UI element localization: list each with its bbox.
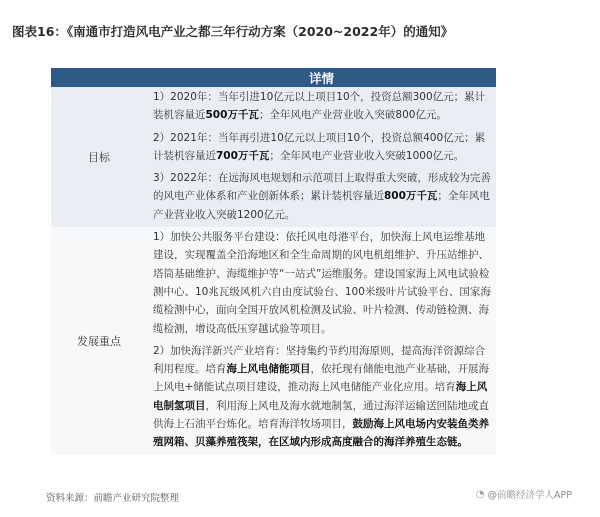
table-row-targets (51, 87, 496, 227)
table-header-row (51, 68, 496, 87)
targets-content (147, 87, 496, 227)
targets-paragraph (153, 88, 492, 125)
wechat-icon: ◔ (475, 488, 485, 500)
highlight-text: 700万千瓦 (216, 149, 270, 162)
focus-paragraph (153, 228, 492, 338)
paragraph-text: ；全年风电产业营业收入突破800亿元。 (258, 109, 447, 122)
paragraph-text: ；全年风电产业营业收入突破1000亿元。 (269, 149, 465, 162)
table-row-focus (51, 227, 496, 455)
highlight-text: 500万千瓦 (205, 109, 259, 122)
row-label-targets: 目标 (51, 87, 147, 227)
paragraph-text: 2）2021年：当年再引进10亿元以上项目10个，投资总额400亿元；累计装机容量近 (153, 131, 486, 162)
watermark (476, 487, 572, 501)
paragraph-text: ，利用海上风电及海水就地制氢，通过海洋运输送回陆地或直供海上石油平台炼化。培育海洋牧场项目， (153, 399, 489, 431)
row-label-focus: 发展重点 (51, 227, 147, 455)
paragraph-text: ，依托现有储能电池产业基础，开展海上风电+储能试点项目建设，推动海上风电储能产业化应用。培育 (153, 363, 489, 394)
targets-paragraphs (147, 87, 496, 227)
focus-paragraph (153, 342, 492, 452)
header-cell-empty (51, 68, 147, 87)
paragraph-text: 2）加快海洋新兴产业培育：坚持集约节约用海原则，提高海洋资源综合利用程度。培育 (153, 344, 486, 376)
page-title: 图表16：《南通市打造风电产业之都三年行动方案（2020~2022年）的通知》 (12, 24, 454, 39)
highlight-text: 海上风电制氢项目 (153, 381, 488, 412)
focus-paragraphs (147, 227, 496, 455)
highlight-text: 海上风电储能项目 (226, 363, 311, 376)
highlight-text: 800万千瓦 (384, 190, 438, 203)
paragraph-text: 3）2022年：在远海风电规划和示范项目上取得重大突破，形成较为完善的风电产业体系和产业创新体系；累计装机容量近 (153, 172, 491, 203)
paragraph-text: 1）2020年：当年引进10亿元以上项目10个，投资总额300亿元；累计装机容量近 (153, 91, 486, 122)
source-note: 资料来源：前瞻产业研究院整理 (46, 493, 180, 504)
targets-paragraph (153, 169, 492, 224)
highlight-text: 鼓励海上风电场内安装鱼类养殖网箱、贝藻养殖筏架，在区域内形成高度融合的海洋养殖生态链。 (153, 418, 489, 449)
targets-paragraph (153, 129, 492, 166)
header-cell-details: 详情 (147, 68, 496, 87)
focus-content (147, 227, 496, 455)
paragraph-text: ；全年风电产业营业收入突破1200亿元。 (153, 190, 490, 221)
policy-table (51, 68, 496, 455)
watermark-text: @前瞻经济学人APP (487, 490, 572, 501)
paragraph-text: 1）加快公共服务平台建设：依托风电母港平台，加快海上风电运维基地建设，实现覆盖全沿海地区和全生命周期的风电机组维护、升压站维护、塔筒基础维护、海缆维护等“一站式”运维服务。建设国家海上风电试验检测中心、10兆瓦级风机六自由度试验台、100米级叶片试验平台、国家海缆检测中心，面向全国开放风机检测及试验、叶片检测、传动链检测、海缆检测，增设高低压穿越试验等项目。 (153, 231, 491, 335)
